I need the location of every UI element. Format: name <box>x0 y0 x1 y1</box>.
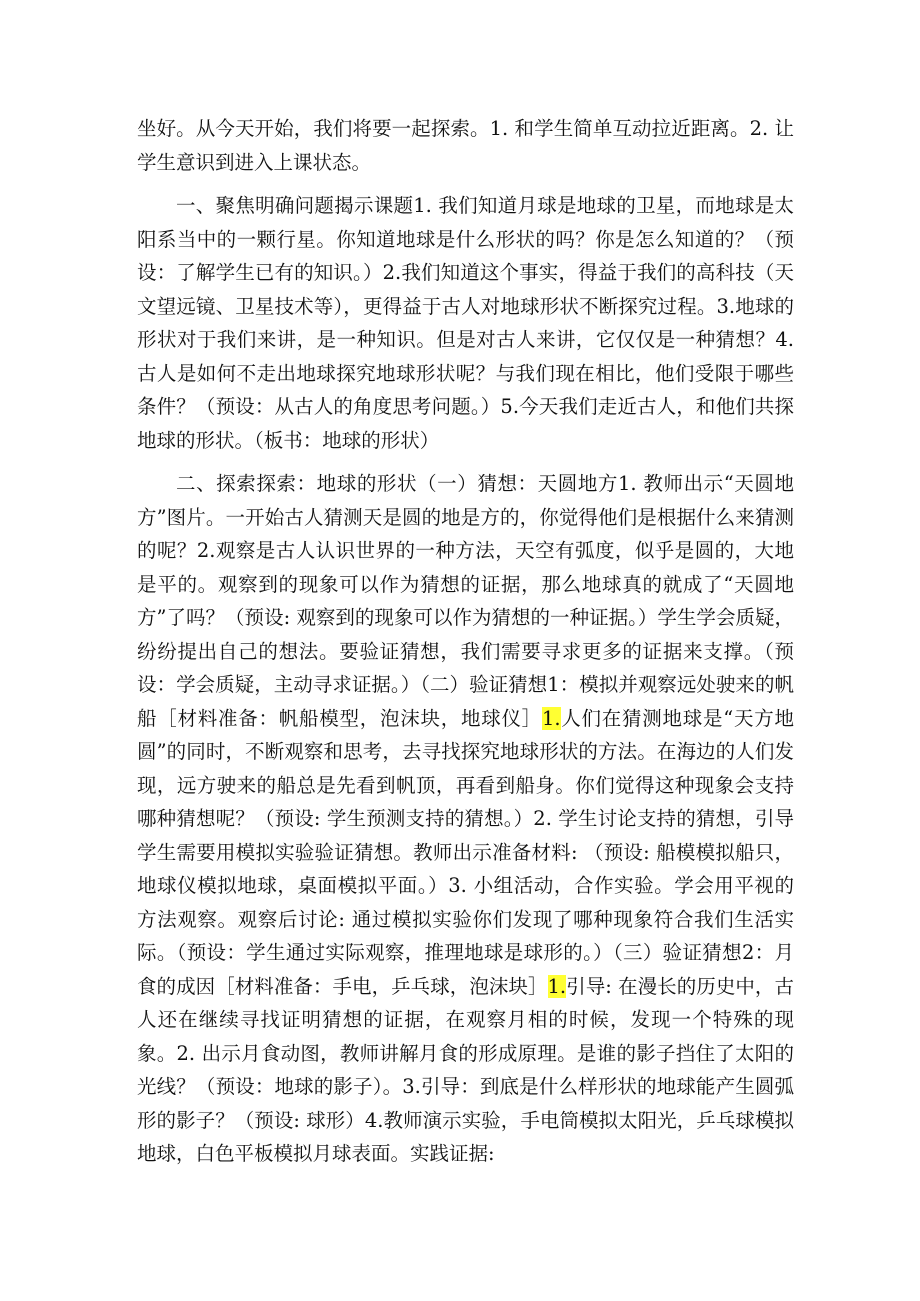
text-segment: 人们在猜测地球是“天方地圆”的同时，不断观察和思考，去寻找探究地球形状的方法。在海边的人们发现，远方驶来的船总是先看到帆顶，再看到船身。你们觉得这种现象会支持哪种猜想呢？（预设: 学生预测支持的猜想。）2. 学生讨论支持的猜想，引导学生需要用模拟实验验证猜想。教师出示准备材料: （预设: 船模模拟船只，地球仪模拟地球，桌面模拟平面。）3. 小组活动，合作实验。学会用平视的方法观察。观察后讨论: 通过模拟实验你们发现了哪种现象符合我们生活实际。（预设：学生通过实际观察，推理地球是球形的。）（三）验证猜想2：月食的成因［材料准备：手电，乒乓球，泡沫块］ <box>137 706 794 998</box>
text-segment: 坐好。从今天开始，我们将要一起探索。1. 和学生简单互动拉近距离。2. 让学生意识到进入上课状态。 <box>137 117 794 174</box>
text-segment: 二、探索探索：地球的形状（一）猜想：天圆地方1. 教师出示“天圆地方”图片。一开始古人猜测天是圆的地是方的，你觉得他们是根据什么来猜测的呢？2.观察是古人认识世界的一种方法，天空有弧度，似乎是圆的，大地是平的。观察到的现象可以作为猜想的证据，那么地球真的就成了“天圆地方”了吗？（预设: 观察到的现象可以作为猜想的一种证据。）学生学会质疑，纷纷提出自己的想法。要验证猜想，我们需要寻求更多的证据来支撑。（预设：学会质疑，主动寻求证据。）（二）验证猜想1：模拟并观察远处驶来的帆船［材料准备：帆船模型，泡沫块，地球仪］ <box>137 472 794 730</box>
document-body <box>137 112 794 1171</box>
highlighted-number: 1. <box>541 706 561 730</box>
text-segment: 一、聚焦明确问题揭示课题1. 我们知道月球是地球的卫星，而地球是太阳系当中的一颗行星。你知道地球是什么形状的吗？你是怎么知道的？（预设：了解学生已有的知识。）2.我们知道这个事实，得益于我们的高科技（天文望远镜、卫星技术等），更得益于古人对地球形状不断探究过程。3.地球的形状对于我们来讲，是一种知识。但是对古人来讲，它仅仅是一种猜想？4. 古人是如何不走出地球探究地球形状呢？与我们现在相比，他们受限于哪些条件？（预设：从古人的角度思考问题。）5.今天我们走近古人，和他们共探地球的形状。（板书：地球的形状） <box>137 194 794 452</box>
text-segment: 引导: 在漫长的历史中，古人还在继续寻找证明猜想的证据，在观察月相的时候，发现一个特殊的现象。2. 出示月食动图，教师讲解月食的形成原理。是谁的影子挡住了太阳的光线？（预设：地球的影子）。3.引导：到底是什么样形状的地球能产生圆弧形的影子？（预设: 球形）4.教师演示实验，手电筒模拟太阳光，乒乓球模拟地球，白色平板模拟月球表面。实践证据: <box>137 974 794 1165</box>
highlighted-number: 1. <box>547 974 567 998</box>
paragraph-section-one <box>137 189 794 457</box>
paragraph-intro <box>137 112 794 179</box>
paragraph-section-two <box>137 467 794 1171</box>
